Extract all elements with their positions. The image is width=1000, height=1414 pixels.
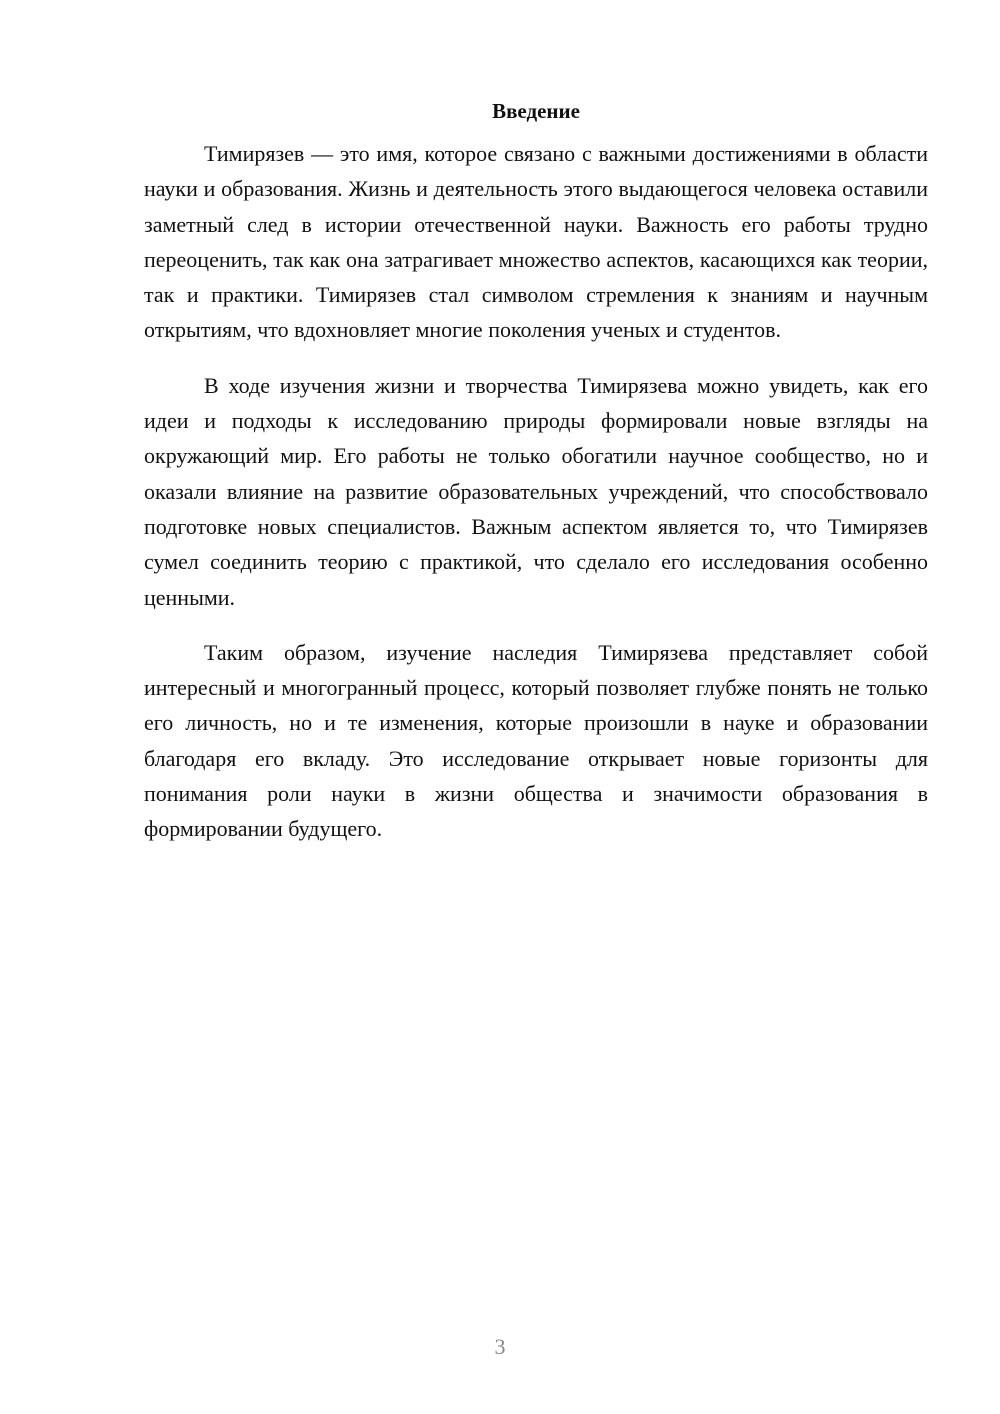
paragraph-3: Таким образом, изучение наследия Тимирязева представляет собой интересный и многогранный процесс, который позволяет глубже понять не только его личность, но и те изменения, которые произошли в науке и образовании благодаря его вкладу. Это исследование открывает новые горизонты для понимания роли науки в жизни общества и значимости образования в формировании будущего. <box>144 639 928 842</box>
paragraph-1: Тимирязев — это имя, которое связано с важными достижениями в области науки и образования. Жизнь и деятельность этого выдающегося человека оставили заметный след в истории отечественной науки. Важность его работы трудно переоценить, так как она затрагивает множество аспектов, касающихся как теории, так и практики. Тимирязев стал символом стремления к знаниям и научным открытиям, что вдохновляет многие поколения ученых и студентов. <box>144 141 928 343</box>
page-content <box>144 94 928 867</box>
page-number: 3 <box>494 1334 506 1359</box>
section-heading: Введение <box>492 99 580 123</box>
paragraph-2: В ходе изучения жизни и творчества Тимирязева можно увидеть, как его идеи и подходы к исследованию природы формировали новые взгляды на окружающий мир. Его работы не только обогатили научное сообщество, но и оказали влияние на развитие образовательных учреждений, что способствовало подготовке новых специалистов. Важным аспектом является то, что Тимирязев сумел соединить теорию с практикой, что сделало его исследования особенно ценными. <box>144 372 928 610</box>
